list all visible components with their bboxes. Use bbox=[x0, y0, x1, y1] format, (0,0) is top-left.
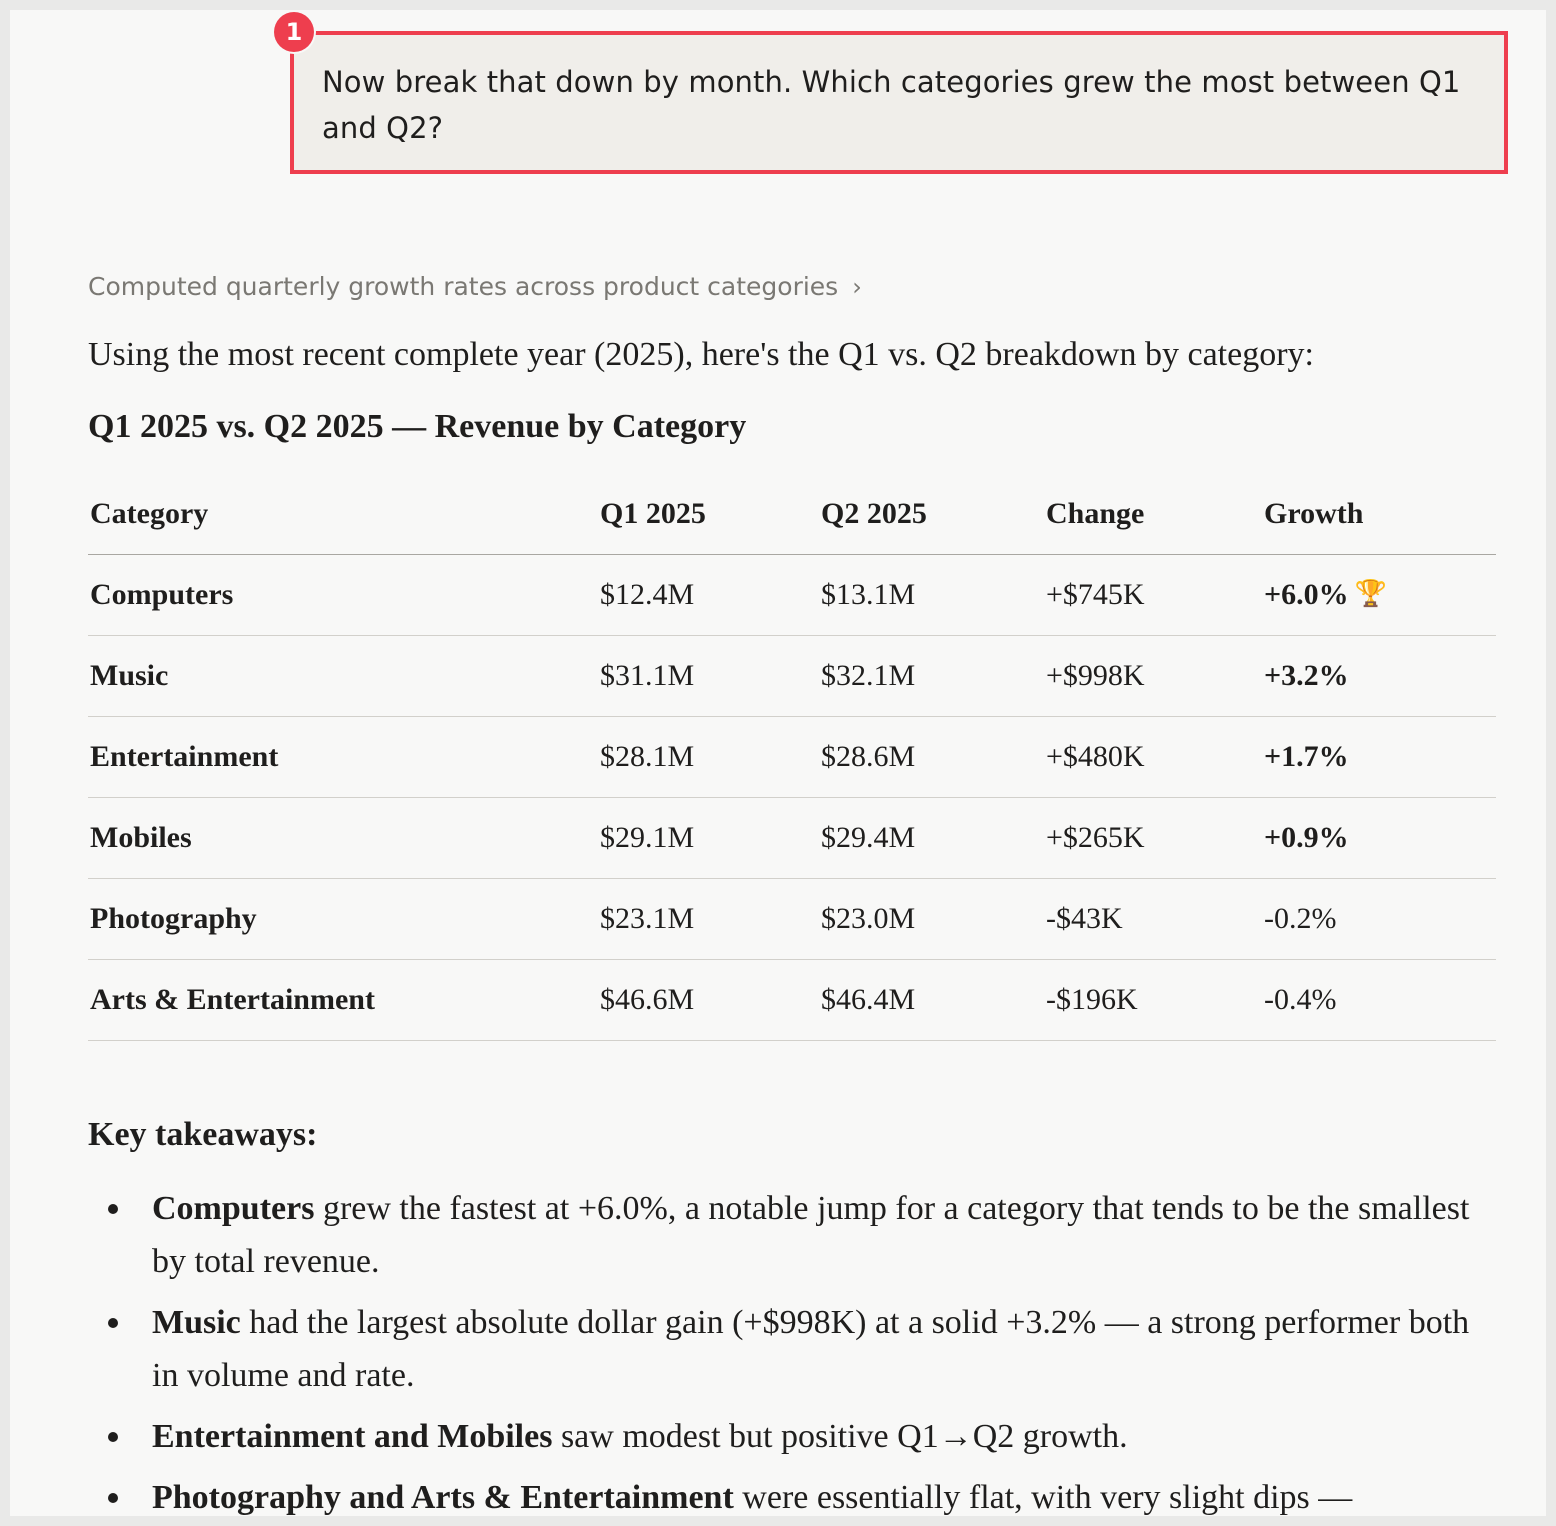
cell-q1: $23.1M bbox=[598, 879, 819, 960]
cell-growth: +0.9% bbox=[1262, 798, 1496, 879]
cell-growth: +3.2% bbox=[1262, 636, 1496, 717]
header-q1: Q1 2025 bbox=[598, 474, 819, 555]
cell-category: Music bbox=[88, 636, 598, 717]
cell-q2: $29.4M bbox=[819, 798, 1044, 879]
takeaway-text: had the largest absolute dollar gain (+$998K) at a solid +3.2% — a strong performer both in volume and rate. bbox=[152, 1304, 1470, 1394]
cell-change: +$998K bbox=[1044, 636, 1262, 717]
table-title: Q1 2025 vs. Q2 2025 — Revenue by Category bbox=[88, 408, 747, 445]
table-row bbox=[88, 717, 1496, 798]
cell-category: Photography bbox=[88, 879, 598, 960]
takeaway-subject: Computers bbox=[152, 1190, 315, 1227]
cell-category: Mobiles bbox=[88, 798, 598, 879]
takeaways-list bbox=[88, 1182, 1488, 1516]
table-row bbox=[88, 960, 1496, 1041]
header-change: Change bbox=[1044, 474, 1262, 555]
list-item bbox=[88, 1410, 1488, 1463]
chevron-right-icon: › bbox=[852, 272, 862, 301]
list-item bbox=[88, 1471, 1488, 1516]
bullet-icon bbox=[108, 1493, 118, 1503]
cell-growth: -0.2% bbox=[1262, 879, 1496, 960]
cell-q1: $12.4M bbox=[598, 555, 819, 636]
cell-change: -$43K bbox=[1044, 879, 1262, 960]
user-message-bubble bbox=[290, 31, 1508, 174]
takeaway-subject: Entertainment and Mobiles bbox=[152, 1418, 553, 1455]
bullet-icon bbox=[108, 1204, 118, 1214]
cell-q2: $32.1M bbox=[819, 636, 1044, 717]
bullet-icon bbox=[108, 1432, 118, 1442]
response-intro: Using the most recent complete year (2025), here's the Q1 vs. Q2 breakdown by category: bbox=[88, 336, 1314, 373]
cell-q1: $31.1M bbox=[598, 636, 819, 717]
table-row bbox=[88, 555, 1496, 636]
cell-category: Computers bbox=[88, 555, 598, 636]
cell-category: Arts & Entertainment bbox=[88, 960, 598, 1041]
takeaway-subject: Photography and Arts & Entertainment bbox=[152, 1479, 734, 1516]
cell-change: +$745K bbox=[1044, 555, 1262, 636]
bullet-icon bbox=[108, 1318, 118, 1328]
cell-change: -$196K bbox=[1044, 960, 1262, 1041]
list-item bbox=[88, 1182, 1488, 1288]
list-item bbox=[88, 1296, 1488, 1402]
trophy-icon: 🏆 bbox=[1354, 579, 1387, 609]
cell-growth: +1.7% bbox=[1262, 717, 1496, 798]
takeaway-text: were essentially flat, with very slight dips — bbox=[733, 1479, 1353, 1516]
cell-q2: $13.1M bbox=[819, 555, 1044, 636]
cell-growth: -0.4% bbox=[1262, 960, 1496, 1041]
thinking-summary-label: Computed quarterly growth rates across product categories bbox=[88, 272, 839, 301]
annotation-badge: 1 bbox=[274, 12, 314, 52]
cell-q2: $46.4M bbox=[819, 960, 1044, 1041]
header-growth: Growth bbox=[1262, 474, 1496, 555]
table-header-row bbox=[88, 474, 1496, 555]
thinking-summary-toggle[interactable] bbox=[88, 272, 862, 301]
header-q2: Q2 2025 bbox=[819, 474, 1044, 555]
takeaway-text: grew the fastest at +6.0%, a notable jump for a category that tends to be the smallest by total revenue. bbox=[152, 1190, 1470, 1280]
user-message-text: Now break that down by month. Which categories grew the most between Q1 and Q2? bbox=[322, 65, 1461, 145]
chat-page bbox=[10, 10, 1546, 1516]
takeaway-subject: Music bbox=[152, 1304, 241, 1341]
table-row bbox=[88, 798, 1496, 879]
table-row bbox=[88, 636, 1496, 717]
revenue-table bbox=[88, 474, 1496, 1041]
cell-q2: $23.0M bbox=[819, 879, 1044, 960]
growth-value: +6.0% bbox=[1264, 578, 1349, 611]
header-category: Category bbox=[88, 474, 598, 555]
cell-q2: $28.6M bbox=[819, 717, 1044, 798]
cell-change: +$265K bbox=[1044, 798, 1262, 879]
table-row bbox=[88, 879, 1496, 960]
cell-category: Entertainment bbox=[88, 717, 598, 798]
cell-change: +$480K bbox=[1044, 717, 1262, 798]
cell-q1: $29.1M bbox=[598, 798, 819, 879]
cell-growth bbox=[1262, 555, 1496, 636]
cell-q1: $46.6M bbox=[598, 960, 819, 1041]
takeaways-heading: Key takeaways: bbox=[88, 1116, 318, 1153]
cell-q1: $28.1M bbox=[598, 717, 819, 798]
takeaway-text: saw modest but positive Q1→Q2 growth. bbox=[552, 1418, 1128, 1455]
